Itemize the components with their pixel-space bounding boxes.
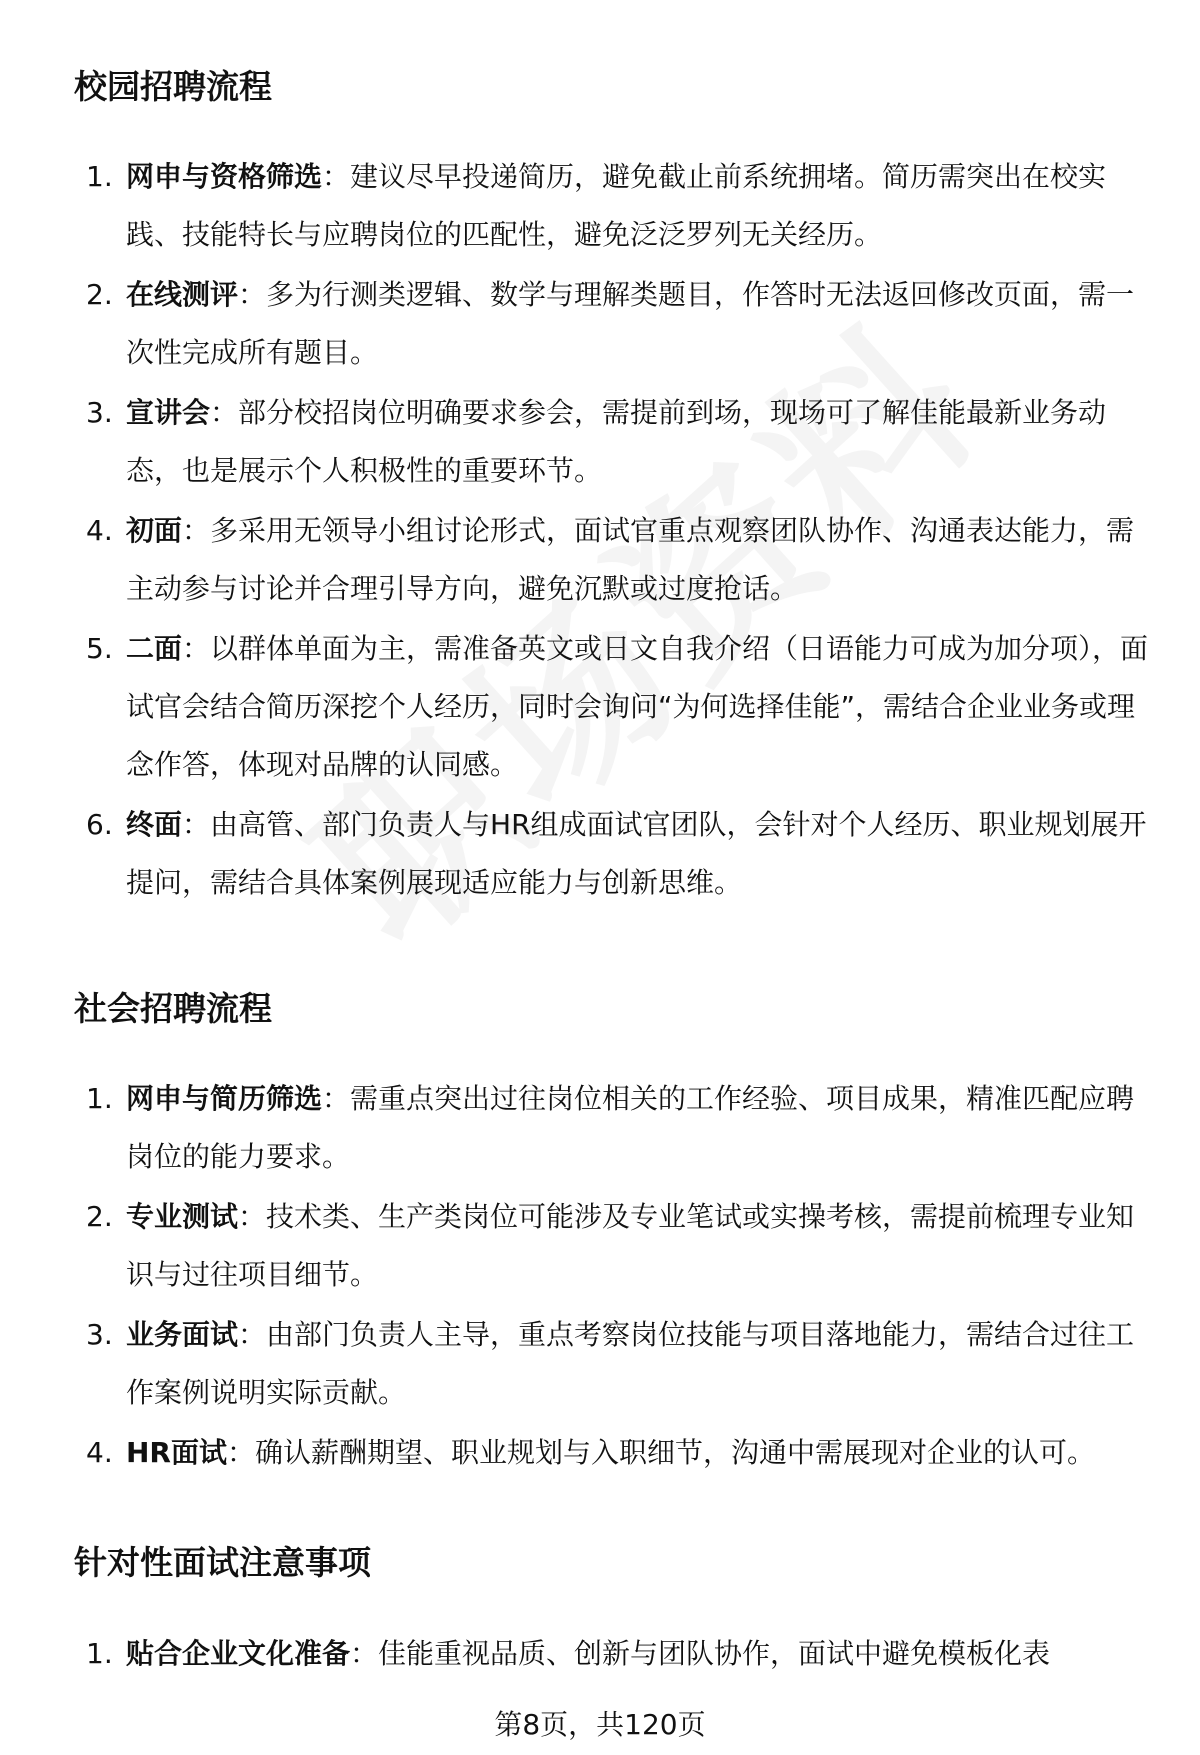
item-text: ：建议尽早投递简历，避免截止前系统拥堵。简历需突出在校实践、技能特长与应聘岗位的匹配性，避免泛泛罗列无关经历。 xyxy=(126,160,1107,251)
item-term: 贴合企业文化准备 xyxy=(126,1637,351,1670)
list-item: 1. 网申与资格筛选：建议尽早投递简历，避免截止前系统拥堵。简历需突出在校实践、技能特长与应聘岗位的匹配性，避免泛泛罗列无关经历。 xyxy=(86,160,1107,251)
section-title-interview-notes: 针对性面试注意事项 xyxy=(74,1543,371,1582)
item-term: HR面试 xyxy=(126,1436,227,1469)
list-item: 4. HR面试：确认薪酬期望、职业规划与入职细节，沟通中需展现对企业的认可。 xyxy=(86,1436,1096,1469)
campus-steps-list xyxy=(74,148,1154,914)
item-text: ：佳能重视品质、创新与团队协作，面试中避免模板化表 xyxy=(350,1637,1051,1670)
item-text: ：技术类、生产类岗位可能涉及专业笔试或实操考核，需提前梳理专业知识与过往项目细节。 xyxy=(126,1200,1135,1291)
item-text: ：多采用无领导小组讨论形式，面试官重点观察团队协作、沟通表达能力，需主动参与讨论并合理引导方向，避免沉默或过度抢话。 xyxy=(126,514,1135,605)
item-term: 宣讲会 xyxy=(126,396,211,429)
item-term: 二面 xyxy=(126,632,183,665)
page-number-footer: 第8页，共120页 xyxy=(494,1708,706,1741)
item-text: ：由高管、部门负责人与HR组成面试官团队，会针对个人经历、职业规划展开提问，需结合具体案例展现适应能力与创新思维。 xyxy=(126,808,1147,899)
list-item: 5. 二面：以群体单面为主，需准备英文或日文自我介绍（日语能力可成为加分项），面试官会结合简历深挖个人经历，同时会询问“为何选择佳能”，需结合企业业务或理念作答，体现对品牌的认同感。 xyxy=(86,632,1149,781)
list-item: 3. 宣讲会：部分校招岗位明确要求参会，需提前到场，现场可了解佳能最新业务动态，也是展示个人积极性的重要环节。 xyxy=(86,396,1107,487)
item-text: ：部分校招岗位明确要求参会，需提前到场，现场可了解佳能最新业务动态，也是展示个人积极性的重要环节。 xyxy=(126,396,1107,487)
item-term: 网申与资格筛选 xyxy=(126,160,323,193)
section-title-campus: 校园招聘流程 xyxy=(74,67,272,106)
item-term: 业务面试 xyxy=(126,1318,239,1351)
list-item: 3. 业务面试：由部门负责人主导，重点考察岗位技能与项目落地能力，需结合过往工作案例说明实际贡献。 xyxy=(86,1318,1135,1409)
section-title-social: 社会招聘流程 xyxy=(74,989,272,1028)
list-item: 2. 专业测试：技术类、生产类岗位可能涉及专业笔试或实操考核，需提前梳理专业知识与过往项目细节。 xyxy=(86,1200,1135,1291)
item-term: 网申与简历筛选 xyxy=(126,1082,323,1115)
interview-notes-list xyxy=(74,1625,1154,1685)
list-item: 6. 终面：由高管、部门负责人与HR组成面试官团队，会针对个人经历、职业规划展开提问，需结合具体案例展现适应能力与创新思维。 xyxy=(86,808,1147,899)
item-text: ：以群体单面为主，需准备英文或日文自我介绍（日语能力可成为加分项），面试官会结合简历深挖个人经历，同时会询问“为何选择佳能”，需结合企业业务或理念作答，体现对品牌的认同感。 xyxy=(126,632,1149,781)
item-text: ：由部门负责人主导，重点考察岗位技能与项目落地能力，需结合过往工作案例说明实际贡献。 xyxy=(126,1318,1135,1409)
list-item: 1. 贴合企业文化准备：佳能重视品质、创新与团队协作，面试中避免模板化表 xyxy=(86,1637,1051,1670)
item-term: 在线测评 xyxy=(126,278,239,311)
item-text: ：多为行测类逻辑、数学与理解类题目，作答时无法返回修改页面，需一次性完成所有题目。 xyxy=(126,278,1135,369)
social-steps-list xyxy=(74,1070,1154,1484)
item-term: 终面 xyxy=(126,808,183,841)
item-text: ：需重点突出过往岗位相关的工作经验、项目成果，精准匹配应聘岗位的能力要求。 xyxy=(126,1082,1135,1173)
list-item: 2. 在线测评：多为行测类逻辑、数学与理解类题目，作答时无法返回修改页面，需一次性完成所有题目。 xyxy=(86,278,1135,369)
item-term: 专业测试 xyxy=(126,1200,239,1233)
list-item: 1. 网申与简历筛选：需重点突出过往岗位相关的工作经验、项目成果，精准匹配应聘岗位的能力要求。 xyxy=(86,1082,1135,1173)
list-item: 4. 初面：多采用无领导小组讨论形式，面试官重点观察团队协作、沟通表达能力，需主动参与讨论并合理引导方向，避免沉默或过度抢话。 xyxy=(86,514,1135,605)
item-term: 初面 xyxy=(126,514,183,547)
item-text: ：确认薪酬期望、职业规划与入职细节，沟通中需展现对企业的认可。 xyxy=(227,1436,1096,1469)
